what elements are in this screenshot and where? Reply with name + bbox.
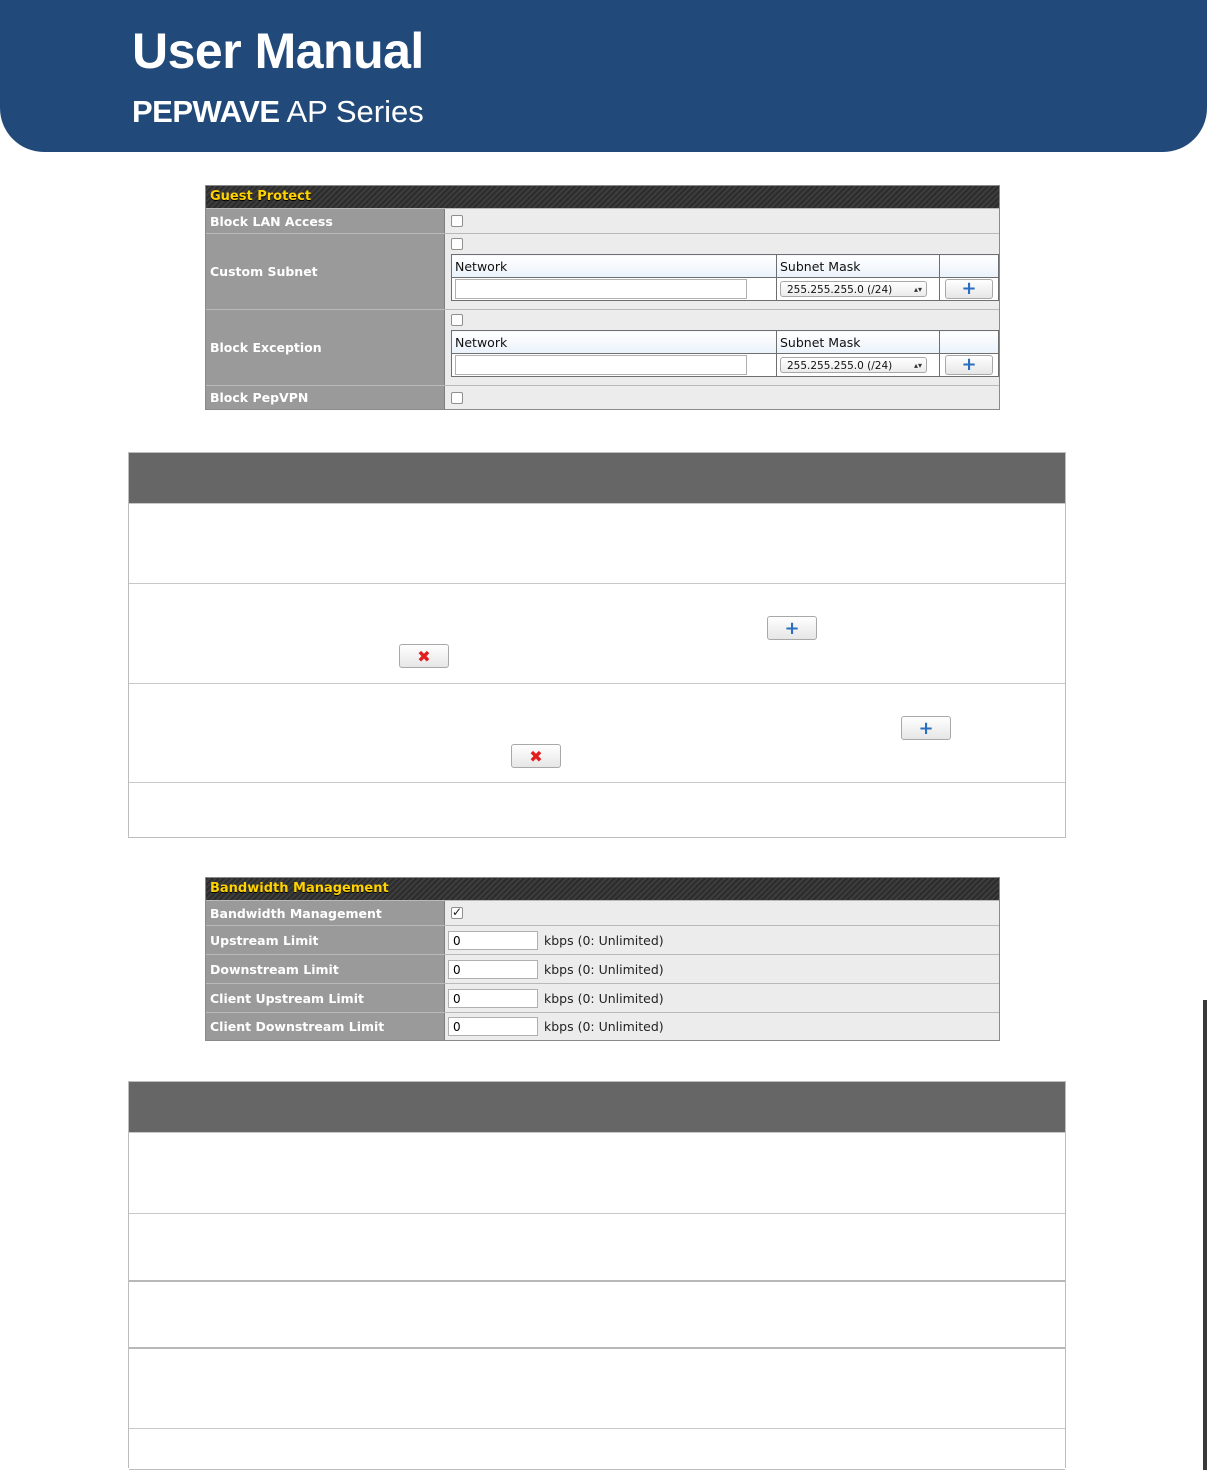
col-subnet-mask: Subnet Mask — [777, 331, 940, 354]
doc-title: User Manual — [132, 23, 424, 79]
col-subnet-mask: Subnet Mask — [777, 255, 940, 278]
series-name: AP Series — [286, 94, 424, 129]
col-network: Network — [452, 331, 777, 354]
block-exception-table — [451, 330, 999, 377]
plus-icon: + — [961, 354, 977, 375]
row-label: Client Upstream Limit — [206, 984, 445, 1012]
row-bandwidth-management — [206, 900, 999, 925]
client-upstream-limit-input[interactable]: 0 — [448, 989, 538, 1008]
block-exception-network-input[interactable] — [455, 355, 747, 375]
select-value: 255.255.255.0 (/24) — [787, 284, 893, 296]
custom-subnet-network-input[interactable] — [455, 279, 747, 299]
row-block-pepvpn — [206, 385, 999, 409]
description-row — [129, 583, 1065, 683]
row-label: Block LAN Access — [206, 209, 445, 233]
bandwidth-management-panel — [205, 877, 1000, 1041]
block-exception-mask-select[interactable] — [780, 357, 927, 373]
select-arrows-icon: ▴▾ — [913, 285, 922, 294]
description-table-header — [129, 1082, 1065, 1132]
header-banner — [0, 0, 1207, 152]
row-label: Block Exception — [206, 310, 445, 385]
brand-name: PEPWAVE — [132, 94, 280, 129]
guest-protect-panel — [205, 185, 1000, 410]
row-client-upstream-limit — [206, 983, 999, 1012]
plus-icon: + — [784, 617, 800, 639]
col-action — [940, 255, 999, 278]
row-custom-subnet — [206, 233, 999, 309]
downstream-limit-input[interactable]: 0 — [448, 960, 538, 979]
delete-button-illustration — [399, 644, 449, 668]
custom-subnet-table — [451, 254, 999, 301]
description-row — [129, 1132, 1065, 1213]
add-button-illustration — [901, 716, 951, 740]
description-row — [129, 1347, 1065, 1428]
upstream-limit-input[interactable]: 0 — [448, 931, 538, 950]
row-label: Bandwidth Management — [206, 901, 445, 925]
guest-protect-description-table — [128, 452, 1066, 838]
panel-title: Guest Protect — [206, 186, 999, 208]
plus-icon: + — [961, 278, 977, 299]
unit-label: kbps (0: Unlimited) — [544, 1019, 664, 1034]
doc-subtitle — [132, 94, 424, 130]
row-label: Upstream Limit — [206, 926, 445, 954]
description-row — [129, 683, 1065, 782]
row-label: Client Downstream Limit — [206, 1013, 445, 1040]
plus-icon: + — [918, 717, 934, 739]
description-row — [129, 503, 1065, 583]
delete-icon: ✖ — [417, 646, 431, 666]
description-row — [129, 782, 1065, 834]
col-network: Network — [452, 255, 777, 278]
row-client-downstream-limit — [206, 1012, 999, 1040]
block-pepvpn-checkbox[interactable] — [451, 392, 463, 404]
block-lan-access-checkbox[interactable] — [451, 215, 463, 227]
row-block-exception — [206, 309, 999, 385]
delete-button-illustration — [511, 744, 561, 768]
col-action — [940, 331, 999, 354]
row-downstream-limit — [206, 954, 999, 983]
add-custom-subnet-button[interactable] — [945, 279, 993, 299]
select-value: 255.255.255.0 (/24) — [787, 360, 893, 372]
bandwidth-management-checkbox[interactable] — [451, 907, 463, 919]
row-block-lan-access — [206, 208, 999, 233]
page-edge — [1203, 1000, 1207, 1470]
select-arrows-icon: ▴▾ — [913, 361, 922, 370]
add-block-exception-button[interactable] — [945, 355, 993, 375]
custom-subnet-mask-select[interactable] — [780, 281, 927, 297]
bandwidth-description-table — [128, 1081, 1066, 1468]
row-label: Block PepVPN — [206, 386, 445, 409]
row-label: Custom Subnet — [206, 234, 445, 309]
description-row — [129, 1280, 1065, 1347]
description-row — [129, 1213, 1065, 1280]
row-label: Downstream Limit — [206, 955, 445, 983]
unit-label: kbps (0: Unlimited) — [544, 961, 664, 977]
block-exception-checkbox[interactable] — [451, 314, 463, 326]
custom-subnet-checkbox[interactable] — [451, 238, 463, 250]
row-upstream-limit — [206, 925, 999, 954]
description-row — [129, 1428, 1065, 1470]
panel-title: Bandwidth Management — [206, 878, 999, 900]
add-button-illustration — [767, 616, 817, 640]
delete-icon: ✖ — [529, 746, 543, 766]
description-table-header — [129, 453, 1065, 503]
unit-label: kbps (0: Unlimited) — [544, 932, 664, 948]
unit-label: kbps (0: Unlimited) — [544, 990, 664, 1006]
client-downstream-limit-input[interactable]: 0 — [448, 1017, 538, 1036]
